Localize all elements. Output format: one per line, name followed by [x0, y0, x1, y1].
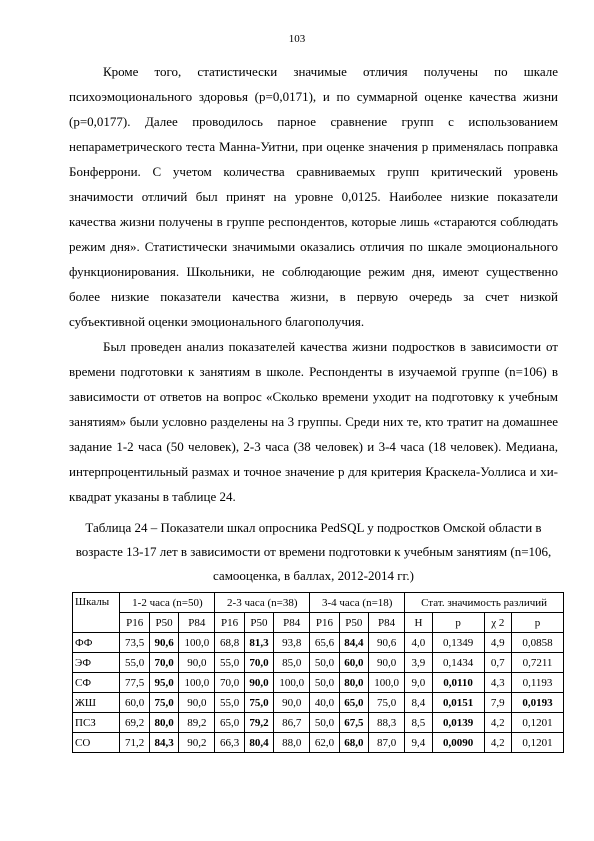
group-header: 2-3 часа (n=38)	[215, 593, 310, 613]
table-cell: 3,9	[405, 653, 433, 673]
row-label: ФФ	[73, 633, 120, 653]
table-header-row	[73, 593, 564, 613]
table-cell: 80,0	[339, 673, 368, 693]
group-header: 3-4 часа (n=18)	[310, 593, 405, 613]
table-caption	[69, 516, 558, 588]
table-cell: 0,1201	[512, 733, 564, 753]
subheader-cell: P84	[179, 613, 215, 633]
subheader-cell: P16	[215, 613, 244, 633]
table-cell: 0,1193	[512, 673, 564, 693]
table-cell: 8,4	[405, 693, 433, 713]
subheader-cell: p	[512, 613, 564, 633]
row-label: ПСЗ	[73, 713, 120, 733]
table-cell: 80,4	[244, 733, 273, 753]
body-text	[69, 59, 558, 509]
table-cell: 79,2	[244, 713, 273, 733]
table-cell: 88,0	[274, 733, 310, 753]
table-cell: 75,0	[369, 693, 405, 713]
table-cell: 87,0	[369, 733, 405, 753]
table-cell: 55,0	[215, 653, 244, 673]
table-cell: 100,0	[179, 673, 215, 693]
table-cell: 62,0	[310, 733, 339, 753]
table-cell: 65,0	[215, 713, 244, 733]
table-cell: 0,1349	[432, 633, 484, 653]
table-caption-text: Таблица 24 – Показатели шкал опросника PedSQL у подростков Омской области в возрасте 13-17 лет в зависимости от времени подготовки к учебным занятиям (n=106, самооценка, в баллах, 2012-2014 гг.)	[75, 520, 552, 583]
table-cell: 90,6	[369, 633, 405, 653]
table-cell: 4,9	[484, 633, 512, 653]
table-row	[73, 673, 564, 693]
table-cell: 90,2	[179, 733, 215, 753]
table-cell: 90,0	[179, 693, 215, 713]
subheader-cell: H	[405, 613, 433, 633]
table-cell: 70,0	[244, 653, 273, 673]
table-cell: 86,7	[274, 713, 310, 733]
table-cell: 75,0	[244, 693, 273, 713]
row-label: СО	[73, 733, 120, 753]
table-cell: 0,1201	[512, 713, 564, 733]
table-cell: 100,0	[179, 633, 215, 653]
table-cell: 100,0	[274, 673, 310, 693]
paragraph: Был проведен анализ показателей качества жизни подростков в зависимости от времени подготовки к занятиям в школе. Респонденты в изучаемой группе (n=106) в зависимости от ответов на вопрос «Сколько времени уходит на подготовку к учебным занятиям» были условно разделены на 3 группы. Среди них те, кто тратит на домашнее задание 1-2 часа (50 человек), 2-3 часа (38 человек) и 3-4 часа (18 человек). Медиана, интерпроцентильный размах и точное значение р для критерия Краскела-Уоллиса и хи-квадрат указаны в таблице 24.	[69, 339, 558, 504]
subheader-cell: P50	[149, 613, 178, 633]
table-cell: 0,0110	[432, 673, 484, 693]
subheader-cell: P16	[120, 613, 149, 633]
row-label: СФ	[73, 673, 120, 693]
table-cell: 55,0	[120, 653, 149, 673]
table-row	[73, 653, 564, 673]
table-cell: 88,3	[369, 713, 405, 733]
group-header: 1-2 часа (n=50)	[120, 593, 215, 613]
table-cell: 4,0	[405, 633, 433, 653]
table-cell: 84,3	[149, 733, 178, 753]
table-cell: 50,0	[310, 713, 339, 733]
stat-header: Стат. значимость различий	[405, 593, 564, 613]
table-cell: 90,0	[244, 673, 273, 693]
table-cell: 85,0	[274, 653, 310, 673]
table-cell: 55,0	[215, 693, 244, 713]
table-cell: 40,0	[310, 693, 339, 713]
table-cell: 70,0	[149, 653, 178, 673]
table-cell: 4,2	[484, 733, 512, 753]
row-label: ЖШ	[73, 693, 120, 713]
table-row	[73, 733, 564, 753]
table-cell: 77,5	[120, 673, 149, 693]
subheader-cell: P84	[369, 613, 405, 633]
table-cell: 68,8	[215, 633, 244, 653]
table-cell: 0,0090	[432, 733, 484, 753]
table-cell: 60,0	[339, 653, 368, 673]
table-cell: 9,0	[405, 673, 433, 693]
table-row	[73, 693, 564, 713]
table-cell: 89,2	[179, 713, 215, 733]
subheader-cell: χ 2	[484, 613, 512, 633]
subheader-cell: p	[432, 613, 484, 633]
table-cell: 84,4	[339, 633, 368, 653]
table-cell: 70,0	[215, 673, 244, 693]
table-cell: 0,0858	[512, 633, 564, 653]
table-cell: 50,0	[310, 673, 339, 693]
table-cell: 0,0193	[512, 693, 564, 713]
table-cell: 90,0	[179, 653, 215, 673]
row-label: ЭФ	[73, 653, 120, 673]
table-cell: 68,0	[339, 733, 368, 753]
table-cell: 80,0	[149, 713, 178, 733]
page-number: 103	[288, 33, 306, 45]
table-subheader-row	[73, 613, 564, 633]
table-cell: 90,0	[274, 693, 310, 713]
table-cell: 93,8	[274, 633, 310, 653]
table-cell: 66,3	[215, 733, 244, 753]
table-cell: 100,0	[369, 673, 405, 693]
table-cell: 4,2	[484, 713, 512, 733]
scale-header: Шкалы	[73, 593, 120, 633]
table-cell: 90,0	[369, 653, 405, 673]
table-cell: 73,5	[120, 633, 149, 653]
table-cell: 81,3	[244, 633, 273, 653]
table-row	[73, 713, 564, 733]
table-cell: 8,5	[405, 713, 433, 733]
table-cell: 95,0	[149, 673, 178, 693]
paragraph: Кроме того, статистически значимые отличия получены по шкале психоэмоционального здоровья (р=0,0171), и по суммарной оценке качества жизни (р=0,0177). Далее проводилось парное сравнение групп с использованием непараметрического теста Манна-Уитни, при оценке значения р применялась поправка Бонферрони. С учетом количества сравниваемых групп критический уровень значимости отличий был принят на уровне 0,0125. Наиболее низкие показатели качества жизни получены в группе респондентов, которые лишь «стараются соблюдать режим дня». Статистически значимыми оказались отличия по шкале эмоционального функционирования. Школьники, не соблюдающие режим дня, имеют существенно более низкие показатели качества жизни, в первую очередь за счет низкой субъективной оценки эмоционального благополучия.	[69, 64, 558, 329]
subheader-cell: P50	[339, 613, 368, 633]
subheader-cell: P50	[244, 613, 273, 633]
table-cell: 9,4	[405, 733, 433, 753]
table-cell: 67,5	[339, 713, 368, 733]
table-cell: 90,6	[149, 633, 178, 653]
table-body	[73, 633, 564, 753]
table-cell: 69,2	[120, 713, 149, 733]
data-table	[72, 592, 564, 753]
table-cell: 0,7211	[512, 653, 564, 673]
table-cell: 0,0139	[432, 713, 484, 733]
table-cell: 71,2	[120, 733, 149, 753]
table-cell: 50,0	[310, 653, 339, 673]
table-cell: 75,0	[149, 693, 178, 713]
table-cell: 4,3	[484, 673, 512, 693]
table-cell: 65,6	[310, 633, 339, 653]
table-cell: 60,0	[120, 693, 149, 713]
table-cell: 7,9	[484, 693, 512, 713]
table-cell: 0,7	[484, 653, 512, 673]
table-row	[73, 633, 564, 653]
subheader-cell: P16	[310, 613, 339, 633]
subheader-cell: P84	[274, 613, 310, 633]
table-cell: 0,0151	[432, 693, 484, 713]
table-cell: 0,1434	[432, 653, 484, 673]
table-cell: 65,0	[339, 693, 368, 713]
